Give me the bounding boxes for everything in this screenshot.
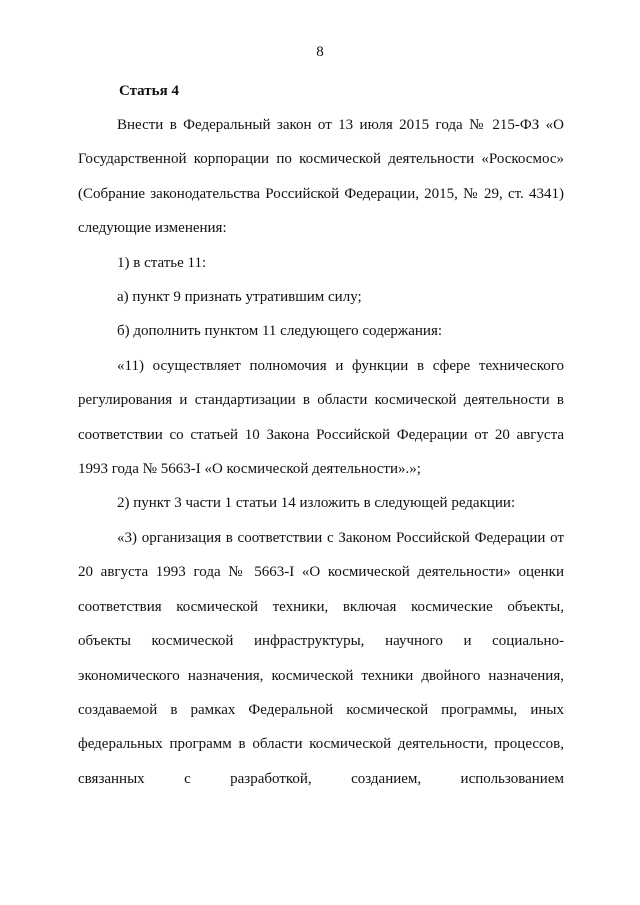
paragraph-subitem-a: а) пункт 9 признать утратившим силу; [117, 289, 362, 306]
paragraph-item-2: 2) пункт 3 части 1 статьи 14 изложить в следующей редакции: [117, 495, 516, 512]
paragraph-quoted-point-11: «11) осуществляет полномочия и функции в сфере технического регулирования и стандартизации в области космической деятельности в соответствии со статьей 10 Закона Российской Федерации от 20 августа 1993 года № 5663-I «О космической деятельности».»; [78, 357, 564, 478]
paragraph-quoted-point-3: «3) организация в соответствии с Законом Российской Федерации от 20 августа 1993 года № 5663-I «О космической деятельности» оценки соответствия космической техники, включая космические объекты, объекты космической инфраструктуры, научного и социально-экономического назначения, космической техники двойного назначения, создаваемой в рамках Федеральной космической программы, иных федеральных программ в области космической деятельности, процессов, связанных с разработкой, созданием, использованием [78, 529, 564, 787]
article-title: Статья 4 [119, 83, 179, 99]
paragraph-subitem-b: б) дополнить пунктом 11 следующего содержания: [117, 323, 443, 340]
paragraph-amendment-intro: Внести в Федеральный закон от 13 июля 2015 года № 215-ФЗ «О Государственной корпорации по космической деятельности «Роскосмос» (Собрание законодательства Российской Федерации, 2015, № 29, ст. 4341) следующие изменения: [78, 117, 564, 237]
article-body [78, 108, 564, 796]
page-number: 8 [316, 44, 324, 60]
paragraph-item-1: 1) в статье 11: [117, 254, 207, 271]
